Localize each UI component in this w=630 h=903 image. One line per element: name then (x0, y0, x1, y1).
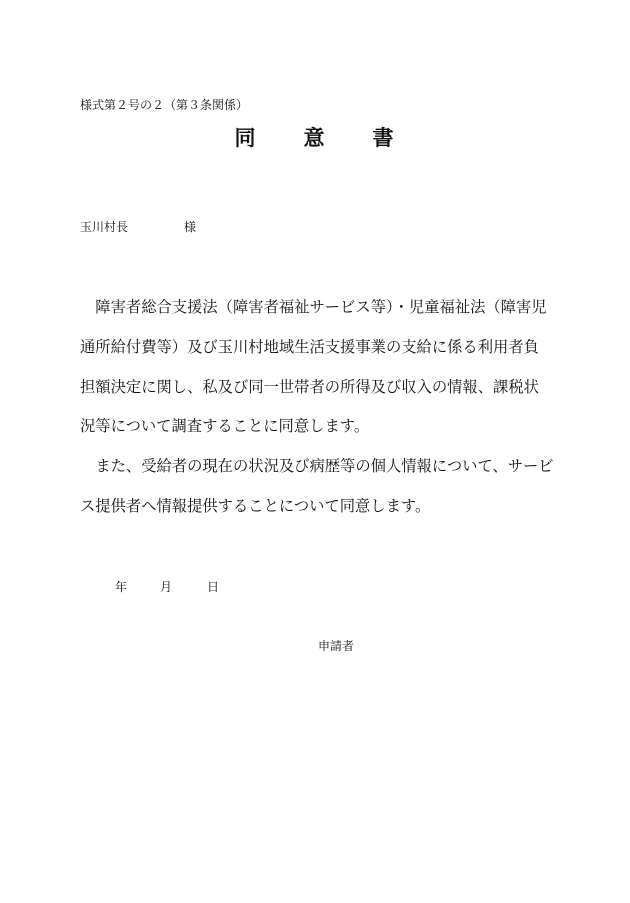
date-year-label: 年 (115, 580, 128, 594)
consent-body (80, 298, 554, 515)
date-month-label: 月 (160, 580, 173, 594)
addressee-honorific: 様 (184, 220, 197, 234)
addressee (80, 218, 197, 235)
date-day-label: 日 (207, 580, 220, 594)
body-line: 担額決定に関し、私及び同一世帯者の所得及び収入の情報、課税状 (80, 377, 539, 396)
applicant-label: 申請者 (318, 639, 355, 653)
body-line: 通所給付費等）及び玉川村地域生活支援事業の支給に係る利用者負 (80, 337, 539, 356)
body-line: 況等について調査することに同意します。 (80, 417, 370, 436)
body-line: また、受給者の現在の状況及び病歴等の個人情報について、サービ (80, 457, 554, 476)
addressee-name: 玉川村長 (80, 220, 129, 234)
body-line: 障害者総合支援法（障害者福祉サービス等）・児童福祉法（障害児 (80, 298, 547, 316)
form-number: 様式第２号の２（第３条関係） (80, 98, 249, 112)
document-title: 同 意 書 (234, 125, 396, 150)
body-line: ス提供者へ情報提供することについて同意します。 (80, 496, 431, 515)
